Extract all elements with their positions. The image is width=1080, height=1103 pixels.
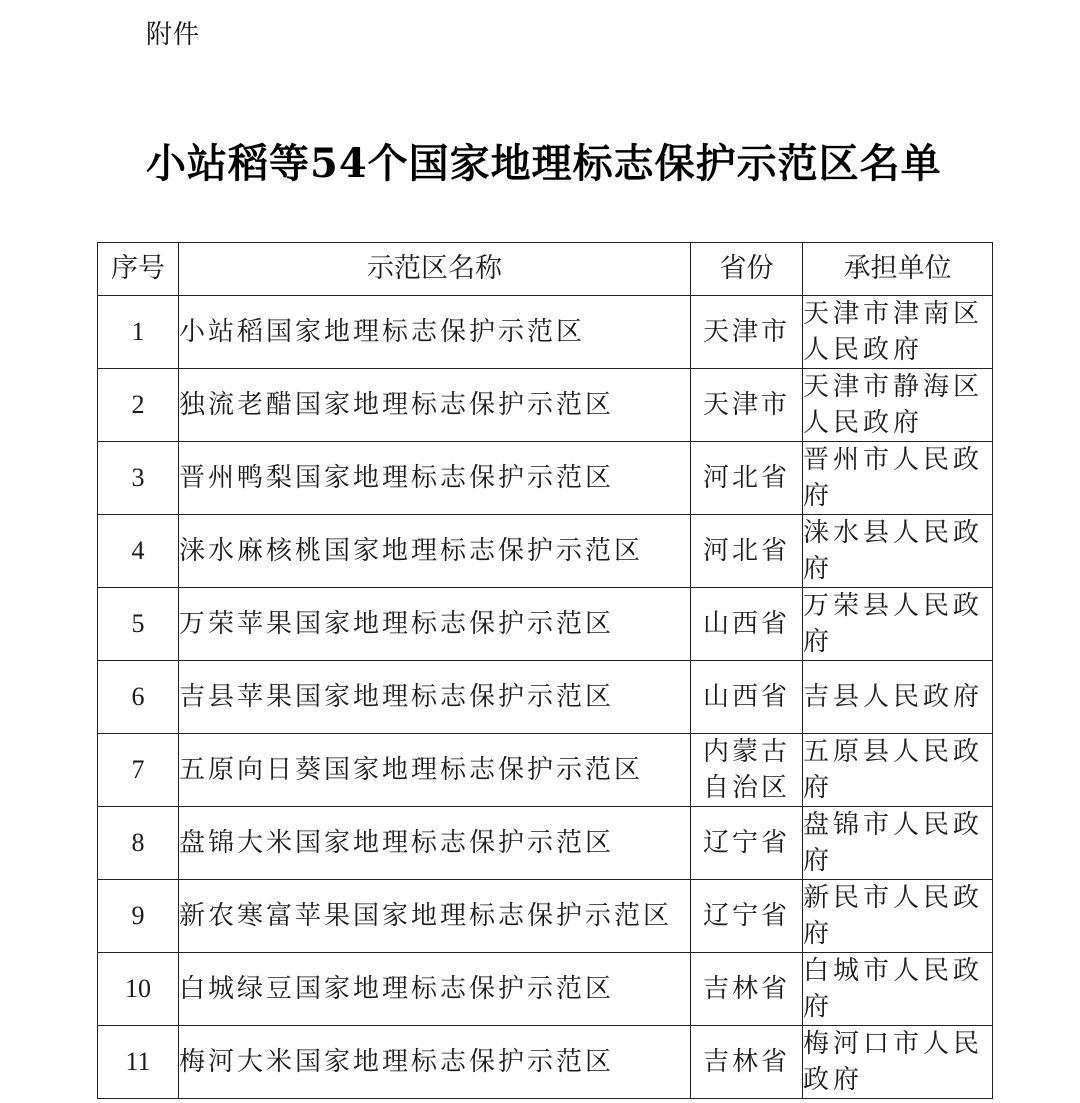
table-row	[98, 369, 993, 442]
zone-name: 独流老醋国家地理标志保护示范区	[179, 369, 691, 442]
row-number: 11	[98, 1026, 179, 1099]
column-header-zone-name: 示范区名称	[179, 243, 691, 296]
row-number: 2	[98, 369, 179, 442]
province: 辽宁省	[691, 880, 803, 953]
row-number: 9	[98, 880, 179, 953]
province: 河北省	[691, 442, 803, 515]
table-row	[98, 515, 993, 588]
responsible-unit: 五原县人民政府	[803, 734, 993, 807]
table-row	[98, 661, 993, 734]
table-row	[98, 588, 993, 661]
zone-name: 盘锦大米国家地理标志保护示范区	[179, 807, 691, 880]
province: 辽宁省	[691, 807, 803, 880]
zone-name: 万荣苹果国家地理标志保护示范区	[179, 588, 691, 661]
table-row	[98, 1026, 993, 1099]
row-number: 4	[98, 515, 179, 588]
responsible-unit: 涞水县人民政府	[803, 515, 993, 588]
table-row	[98, 953, 993, 1026]
zone-name: 白城绿豆国家地理标志保护示范区	[179, 953, 691, 1026]
row-number: 10	[98, 953, 179, 1026]
responsible-unit: 白城市人民政府	[803, 953, 993, 1026]
responsible-unit: 吉县人民政府	[803, 661, 993, 734]
responsible-unit: 晋州市人民政府	[803, 442, 993, 515]
zone-name: 吉县苹果国家地理标志保护示范区	[179, 661, 691, 734]
attachment-label: 附件	[146, 20, 201, 50]
table-row	[98, 296, 993, 369]
responsible-unit: 新民市人民政府	[803, 880, 993, 953]
row-number: 8	[98, 807, 179, 880]
row-number: 3	[98, 442, 179, 515]
province: 内蒙古自治区	[691, 734, 803, 807]
province: 天津市	[691, 369, 803, 442]
responsible-unit: 天津市津南区人民政府	[803, 296, 993, 369]
province: 山西省	[691, 588, 803, 661]
responsible-unit: 万荣县人民政府	[803, 588, 993, 661]
document-title: 小站稻等54个国家地理标志保护示范区名单	[146, 140, 942, 187]
row-number: 1	[98, 296, 179, 369]
table-row	[98, 880, 993, 953]
zone-name: 新农寒富苹果国家地理标志保护示范区	[179, 880, 691, 953]
province: 山西省	[691, 661, 803, 734]
zone-name: 晋州鸭梨国家地理标志保护示范区	[179, 442, 691, 515]
row-number: 7	[98, 734, 179, 807]
row-number: 6	[98, 661, 179, 734]
zone-name: 涞水麻核桃国家地理标志保护示范区	[179, 515, 691, 588]
zone-name: 小站稻国家地理标志保护示范区	[179, 296, 691, 369]
province: 吉林省	[691, 1026, 803, 1099]
column-header-province: 省份	[691, 243, 803, 296]
responsible-unit: 梅河口市人民政府	[803, 1026, 993, 1099]
column-header-responsible-unit: 承担单位	[803, 243, 993, 296]
demonstration-zone-table	[97, 242, 993, 1099]
table-row	[98, 734, 993, 807]
province: 天津市	[691, 296, 803, 369]
responsible-unit: 天津市静海区人民政府	[803, 369, 993, 442]
table-row	[98, 807, 993, 880]
province: 吉林省	[691, 953, 803, 1026]
row-number: 5	[98, 588, 179, 661]
responsible-unit: 盘锦市人民政府	[803, 807, 993, 880]
province: 河北省	[691, 515, 803, 588]
zone-name: 梅河大米国家地理标志保护示范区	[179, 1026, 691, 1099]
zone-name: 五原向日葵国家地理标志保护示范区	[179, 734, 691, 807]
column-header-number: 序号	[98, 243, 179, 296]
table-row	[98, 442, 993, 515]
table-header-row	[98, 243, 993, 296]
